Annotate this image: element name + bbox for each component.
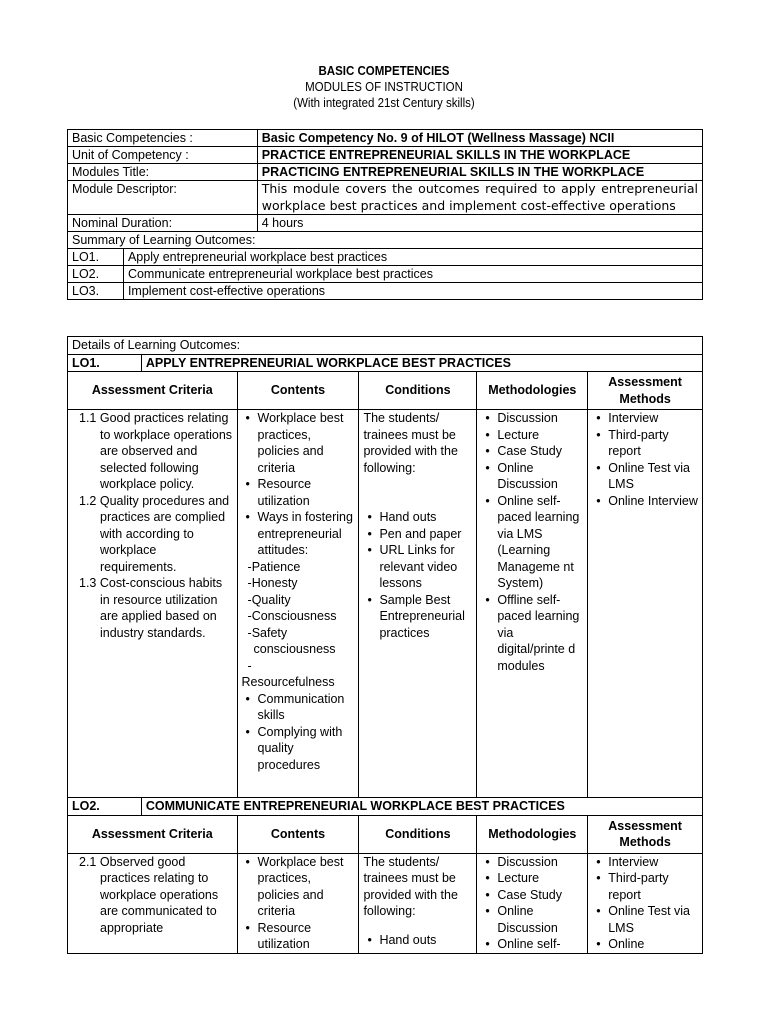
column-header: Contents xyxy=(237,372,359,410)
summary-label: Summary of Learning Outcomes: xyxy=(68,232,703,249)
list-item: • Hand outs xyxy=(379,509,472,526)
module-descriptor-value: This module covers the outcomes required to apply entrepreneurial workplace best practices and implement cost-effective operations xyxy=(257,181,702,215)
list-item: • Resource utilization xyxy=(258,920,355,953)
sub-item: -Patience xyxy=(247,559,301,574)
info-row xyxy=(68,147,703,164)
info-row xyxy=(68,215,703,232)
conditions-intro: The students/ trainees must be provided with the following: xyxy=(363,854,458,918)
lo-summary-row xyxy=(68,266,703,283)
lo2-content-row xyxy=(68,853,703,953)
nominal-duration-label: Nominal Duration: xyxy=(68,215,258,232)
lo1-title: APPLY ENTREPRENEURIAL WORKPLACE BEST PRACTICES xyxy=(141,354,702,372)
nominal-duration-value: 4 hours xyxy=(257,215,702,232)
list-item: • Case Study xyxy=(497,443,583,460)
module-descriptor-label: Module Descriptor: xyxy=(68,181,258,215)
lo1-content-row xyxy=(68,410,703,798)
lo-text: Implement cost-effective operations xyxy=(123,283,702,300)
list-item: • Online Discussion xyxy=(497,460,583,493)
methodologies-cell xyxy=(477,853,588,953)
lo-text: Apply entrepreneurial workplace best practices xyxy=(123,249,702,266)
sub-item: Resourcefulness xyxy=(241,675,335,689)
lo-summary-row xyxy=(68,283,703,300)
assessment-methods-cell xyxy=(588,853,703,953)
lo2-title: COMMUNICATE ENTREPRENEURIAL WORKPLACE BEST PRACTICES xyxy=(141,798,702,816)
list-item: • Online self-paced learning via LMS (Learning Manageme nt System) xyxy=(497,493,583,592)
document-header xyxy=(0,64,768,111)
list-item: • Discussion xyxy=(497,854,583,871)
list-item: • Interview xyxy=(608,854,698,871)
lo2-code: LO2. xyxy=(68,798,142,816)
criteria-item: 1.2 Quality procedures and practices are complied with according to workplace requirements. xyxy=(79,493,230,574)
lo-summary-row xyxy=(68,249,703,266)
list-item: • Pen and paper xyxy=(379,526,472,543)
list-item: • Online self- xyxy=(497,936,583,953)
list-item: • Ways in fostering entrepreneurial attitudes: xyxy=(258,509,355,559)
column-header-row xyxy=(68,815,703,853)
list-item: • Online Test via LMS xyxy=(608,903,698,936)
sub-item: -Honesty xyxy=(247,576,298,590)
list-item: • Communication skills xyxy=(258,691,355,724)
column-header: Contents xyxy=(237,815,359,853)
criteria-item: 1.1 Good practices relating to workplace operations are observed and selected following workplace policy. xyxy=(79,411,233,491)
list-item: • Complying with quality procedures xyxy=(258,724,355,774)
module-title-value: PRACTICING ENTREPRENEURIAL SKILLS IN THE WORKPLACE xyxy=(257,164,702,181)
conditions-intro: The students/ trainees must be provided with the following: xyxy=(363,411,458,475)
conditions-cell xyxy=(359,410,477,798)
list-item: • Online Interview xyxy=(608,493,698,510)
list-item: • Online Discussion xyxy=(497,903,583,936)
sub-item: -Quality xyxy=(247,592,291,607)
list-item: • Third-party report xyxy=(608,870,698,903)
lo-code: LO3. xyxy=(68,283,124,300)
list-item: • Third-party report xyxy=(608,427,698,460)
info-row xyxy=(68,130,703,147)
contents-cell xyxy=(237,410,359,798)
list-item: • Case Study xyxy=(497,887,583,904)
info-row xyxy=(68,164,703,181)
list-item: • Online Test via LMS xyxy=(608,460,698,493)
unit-of-competency-label: Unit of Competency : xyxy=(68,147,258,164)
column-header: Methodologies xyxy=(477,372,588,410)
sub-item: consciousness xyxy=(253,642,336,656)
column-header: Conditions xyxy=(359,372,477,410)
details-label: Details of Learning Outcomes: xyxy=(68,337,703,355)
list-item: • Hand outs xyxy=(379,932,472,949)
info-row xyxy=(68,181,703,215)
criteria-item: 2.1 Observed good practices relating to workplace operations are communicated to appropriate xyxy=(79,854,219,935)
page-subtitle: MODULES OF INSTRUCTION xyxy=(305,80,463,94)
basic-competencies-value: Basic Competency No. 9 of HILOT (Wellness Massage) NCII xyxy=(257,130,702,147)
conditions-cell xyxy=(359,853,477,953)
list-item: • URL Links for relevant video lessons xyxy=(379,542,472,592)
list-item: • Workplace best practices, policies and criteria xyxy=(258,854,355,920)
sub-item: -Safety xyxy=(247,625,288,640)
column-header: Conditions xyxy=(359,815,477,853)
lo2-heading-row xyxy=(68,798,703,816)
learning-outcomes-details-table xyxy=(67,336,703,954)
lo-code: LO2. xyxy=(68,266,124,283)
page-title: BASIC COMPETENCIES xyxy=(318,64,450,78)
column-header: Assessment Criteria xyxy=(68,815,238,853)
list-item: • Lecture xyxy=(497,427,583,444)
assessment-criteria-cell xyxy=(68,853,238,953)
list-item: • Sample Best Entrepreneurial practices xyxy=(379,592,472,642)
sub-item: - xyxy=(247,658,252,673)
column-header-row xyxy=(68,372,703,410)
lo1-heading-row xyxy=(68,354,703,372)
lo-text: Communicate entrepreneurial workplace best practices xyxy=(123,266,702,283)
methodologies-cell xyxy=(477,410,588,798)
list-item: • Resource utilization xyxy=(258,476,355,509)
list-item: • Offline self-paced learning via digital/printe d modules xyxy=(497,592,583,675)
unit-of-competency-value: PRACTICE ENTREPRENEURIAL SKILLS IN THE WORKPLACE xyxy=(257,147,702,164)
column-header: Assessment Methods xyxy=(588,815,703,853)
module-title-label: Modules Title: xyxy=(68,164,258,181)
sub-item: -Consciousness xyxy=(247,609,337,623)
column-header: Methodologies xyxy=(477,815,588,853)
page-note: (With integrated 21st Century skills) xyxy=(293,96,475,110)
list-item: • Workplace best practices, policies and criteria xyxy=(258,410,355,476)
list-item: • Online xyxy=(608,936,698,953)
column-header: Assessment Criteria xyxy=(68,372,238,410)
module-info-table xyxy=(67,129,703,300)
list-item: • Discussion xyxy=(497,410,583,427)
assessment-criteria-cell xyxy=(68,410,238,798)
list-item: • Lecture xyxy=(497,870,583,887)
column-header: Assessment Methods xyxy=(588,372,703,410)
list-item: • Interview xyxy=(608,410,698,427)
basic-competencies-label: Basic Competencies : xyxy=(68,130,258,147)
assessment-methods-cell xyxy=(588,410,703,798)
lo1-code: LO1. xyxy=(68,354,142,372)
contents-cell xyxy=(237,853,359,953)
info-row xyxy=(68,232,703,249)
lo-code: LO1. xyxy=(68,249,124,266)
criteria-item: 1.3 Cost-conscious habits in resource utilization are applied based on industry standards. xyxy=(79,576,223,640)
